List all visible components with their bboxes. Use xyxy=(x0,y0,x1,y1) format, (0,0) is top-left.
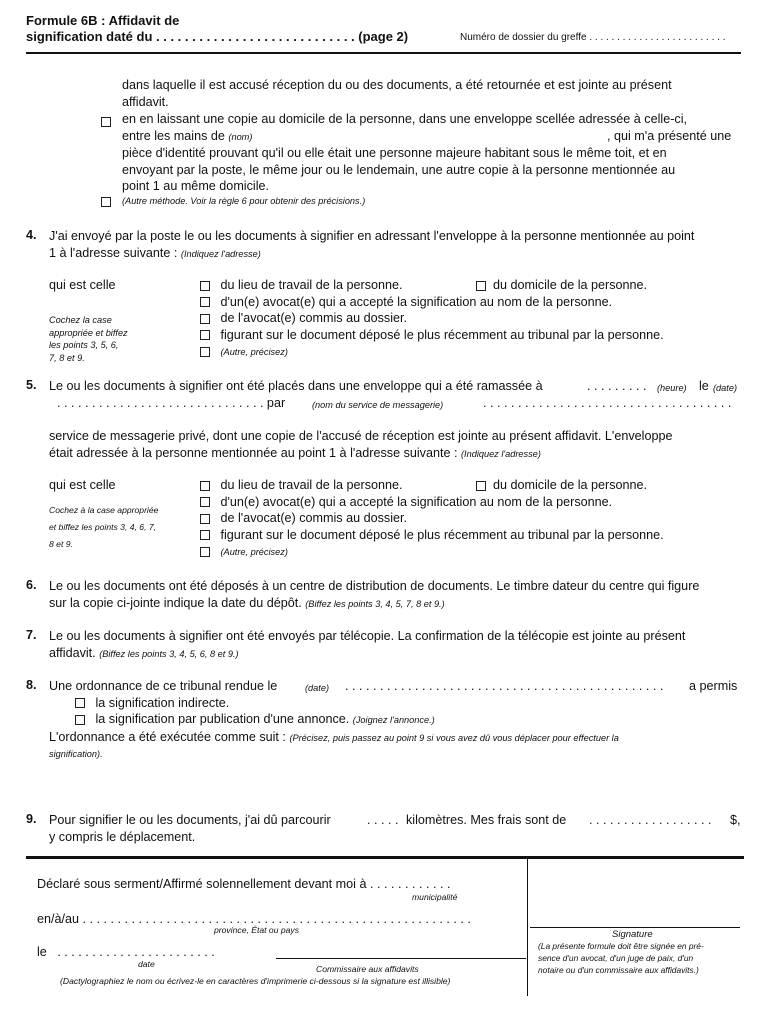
section-5-text xyxy=(49,378,741,411)
footer-en-text: en/à/au xyxy=(37,912,80,926)
footer-commissaire: Commissaire aux affidavits xyxy=(316,964,419,974)
s4-instr-3: 7, 8 et 9. xyxy=(49,352,85,363)
s5-opt-c: d'un(e) avocat(e) qui a accepté la signification au nom de la personne. xyxy=(220,494,613,509)
section-6-number: 6. xyxy=(26,578,37,592)
s4-opt-d: de l'avocat(e) commis au dossier. xyxy=(220,311,407,325)
top-line2: affidavit. xyxy=(122,94,169,109)
commissaire-line xyxy=(276,958,526,959)
checkbox-s5-b[interactable] xyxy=(476,481,486,491)
section-9-number: 9. xyxy=(26,812,37,826)
checkbox-s4-e[interactable] xyxy=(200,330,210,340)
s4-instr-2: les points 3, 5, 6, xyxy=(49,340,119,350)
section-6-text xyxy=(49,578,741,612)
s8-date: (date) xyxy=(305,683,330,693)
s4-opt-b: du domicile de la personne. xyxy=(493,278,648,292)
sig-note-1: sence d'un avocat, d'un juge de paix, d'un xyxy=(538,953,694,963)
s4-opt-e: figurant sur le document déposé le plus récemment au tribunal par la personne. xyxy=(220,327,664,342)
top-opt1-line-e: point 1 au même domicile. xyxy=(122,179,269,193)
header-rule xyxy=(26,52,741,54)
s9-line1-pre: Pour signifier le ou les documents, j'ai dû parcourir xyxy=(49,813,331,827)
s8-line1: Une ordonnance de ce tribunal rendue le xyxy=(49,679,278,693)
s6-line2: sur la copie ci-jointe indique la date du dépôt. xyxy=(49,595,302,610)
checkbox-s5-c[interactable] xyxy=(200,497,210,507)
s8-opt-a: la signification indirecte. xyxy=(95,695,230,710)
section-5-number: 5. xyxy=(26,378,37,392)
checkbox-s4-b[interactable] xyxy=(476,281,486,291)
checkbox-s8-b[interactable] xyxy=(75,715,85,725)
s5-line1: Le ou les documents à signifier ont été placés dans une enveloppe qui a été ramassée à xyxy=(49,379,543,393)
checkbox-s4-a[interactable] xyxy=(200,281,210,291)
s8-line4-note: (Précisez, puis passez au point 9 si vous avez dû vous déplacer pour effectuer la xyxy=(289,732,619,743)
section-8-number: 8. xyxy=(26,678,37,692)
signature-label: Signature xyxy=(612,929,653,940)
s5-opt-d: de l'avocat(e) commis au dossier. xyxy=(220,511,407,525)
checkbox-s5-a[interactable] xyxy=(200,481,210,491)
s4-instr-0: Cochez la case xyxy=(49,315,112,325)
top-opt1-line-c: pièce d'identité prouvant qu'il ou elle était une personne majeure habitant sous le même toit, et en xyxy=(122,146,667,160)
s5-line2-dots: . . . . . . . . . . . . . . . . . . . . . . . . . . . . . . par xyxy=(57,395,286,410)
s5-opt-a: du lieu de travail de la personne. xyxy=(220,478,403,492)
top-continuation xyxy=(122,77,741,110)
sig-note-0: (La présente formule doit être signée en pré- xyxy=(538,941,704,951)
s9-dots1: . . . . . xyxy=(367,813,399,827)
section-7-text xyxy=(49,628,741,662)
s7-line1: Le ou les documents à signifier ont été envoyés par télécopie. La confirmation de la télécopie est jointe au présent xyxy=(49,629,686,643)
s4-line2: 1 à l'adresse suivante : xyxy=(49,245,178,260)
footer-municipalite: municipalité xyxy=(412,892,458,902)
s5-options xyxy=(200,477,741,561)
s5-instr-1: et biffez les points 3, 4, 6, 7, xyxy=(49,522,157,532)
s5-heure: (heure) xyxy=(657,383,687,393)
s7-line2: affidavit. xyxy=(49,645,96,660)
footer-declare xyxy=(37,876,450,893)
section-4-number: 4. xyxy=(26,228,37,242)
s5-line2-note: (nom du service de messagerie) xyxy=(312,399,444,410)
s4-line2-note: (Indiquez l'adresse) xyxy=(180,248,261,259)
checkbox-top-opt1[interactable] xyxy=(101,117,111,127)
s7-note: (Biffez les points 3, 4, 5, 6, 8 et 9.) xyxy=(99,648,239,659)
checkbox-s4-c[interactable] xyxy=(200,297,210,307)
footer-vertical-divider xyxy=(527,858,528,996)
checkbox-top-opt2[interactable] xyxy=(101,197,111,207)
s8-opt-b: la signification par publication d'une annonce. xyxy=(95,712,350,726)
top-line1: dans laquelle il est accusé réception du ou des documents, a été retournée et est jointe au présent xyxy=(122,78,672,92)
s4-instr-1: appropriée et biffez xyxy=(49,327,128,338)
checkbox-s5-e[interactable] xyxy=(200,530,210,540)
footer-date: date xyxy=(138,959,155,969)
checkbox-s4-d[interactable] xyxy=(200,314,210,324)
s5-line2-dots2: . . . . . . . . . . . . . . . . . . . . . . . . . . . . . . . . . . . . xyxy=(483,395,732,410)
checkbox-s5-d[interactable] xyxy=(200,514,210,524)
s6-line1: Le ou les documents ont été déposés à un centre de distribution de documents. Le timbre dateur du centre qui figure xyxy=(49,579,700,593)
s5-date: (date) xyxy=(713,383,738,393)
footer-le-dots: . . . . . . . . . . . . . . . . . . . . . . . xyxy=(57,945,215,959)
footer-declare-text: Déclaré sous serment/Affirmé solennellement devant moi à xyxy=(37,877,367,891)
checkbox-s8-a[interactable] xyxy=(75,698,85,708)
signature-line xyxy=(530,927,740,928)
top-opt1-line-d: envoyant par la poste, le même jour ou le lendemain, une autre copie à la personne mentionnée au xyxy=(122,162,676,177)
s4-qui: qui est celle xyxy=(49,278,116,292)
s4-instructions xyxy=(49,314,149,364)
form-title-line1: Formule 6B : Affidavit de xyxy=(26,13,180,28)
checkbox-s5-f[interactable] xyxy=(200,547,210,557)
s5-opt-b: du domicile de la personne. xyxy=(493,478,648,492)
footer-le xyxy=(37,944,215,961)
s8-line5-note: signification). xyxy=(49,749,103,759)
s5-opt-e: figurant sur le document déposé le plus récemment au tribunal par la personne. xyxy=(220,527,664,542)
s5-line4-note: (Indiquez l'adresse) xyxy=(460,448,541,459)
s8-permis: a permis xyxy=(689,679,738,693)
top-opt1-line-b-post: , qui m'a présenté une xyxy=(607,128,732,143)
footer-en-dots: . . . . . . . . . . . . . . . . . . . . . . . . . . . . . . . . . . . . . . . . . . . . . . . . . . . . . . . . xyxy=(82,912,471,926)
s5-instr-0: Cochez à la case appropriée xyxy=(49,505,159,515)
top-opt1-line-b-pre: entre les mains de xyxy=(122,128,225,143)
section-4-text xyxy=(49,228,741,262)
s5-paragraph xyxy=(49,428,741,462)
form-title-line2: signification daté du . . . . . . . . . . . . . . . . . . . . . . . . . . . . (page 2) xyxy=(26,29,409,44)
footer-top-rule xyxy=(26,856,744,859)
s5-instructions xyxy=(49,502,179,553)
s4-options xyxy=(200,277,741,361)
s5-line4: était adressée à la personne mentionnée au point 1 à l'adresse suivante : xyxy=(49,445,458,460)
file-number: Numéro de dossier du greffe . . . . . . . . . . . . . . . . . . . . . . . . . xyxy=(460,32,726,43)
sig-note-2: notaire ou d'un commissaire aux affidavits.) xyxy=(538,965,699,975)
footer-le-text: le xyxy=(37,945,47,959)
s4-opt-f: (Autre, précisez) xyxy=(220,347,288,357)
section-8-text xyxy=(49,678,741,763)
s5-le: le xyxy=(699,379,709,393)
top-opt1-line-a: en en laissant une copie au domicile de la personne, dans une enveloppe scellée adressée à celle-ci, xyxy=(122,112,687,126)
s5-line1-dots: . . . . . . . . . xyxy=(587,379,647,393)
section-9-text xyxy=(49,812,741,845)
footer-dactylo: (Dactylographiez le nom ou écrivez-le en caractères d'imprimerie ci-dessous si la signature est illisible) xyxy=(60,976,451,986)
s9-km: kilomètres. Mes frais sont de xyxy=(406,813,567,827)
s6-note: (Biffez les points 3, 4, 5, 7, 8 et 9.) xyxy=(305,598,445,609)
s9-line2: y compris le déplacement. xyxy=(49,829,196,844)
s8-dots: . . . . . . . . . . . . . . . . . . . . . . . . . . . . . . . . . . . . . . . . . . . . . . xyxy=(345,679,664,693)
s8-opt-b-note: (Joignez l'annonce.) xyxy=(352,715,435,725)
s5-opt-f: (Autre, précisez) xyxy=(220,547,288,557)
s5-qui: qui est celle xyxy=(49,478,116,492)
s4-line1: J'ai envoyé par la poste le ou les documents à signifier en adressant l'enveloppe à la personne mentionnée au point xyxy=(49,229,695,243)
s4-opt-a: du lieu de travail de la personne. xyxy=(220,278,403,292)
top-opt1-nom: (nom) xyxy=(228,131,253,142)
s5-instr-2: 8 et 9. xyxy=(49,539,73,549)
signature-note xyxy=(538,940,738,976)
top-option2: (Autre méthode. Voir la règle 6 pour obtenir des précisions.) xyxy=(122,196,366,206)
s5-line3: service de messagerie privé, dont une copie de l'accusé de réception est jointe au présent affidavit. L'enveloppe xyxy=(49,429,673,443)
s9-dots2: . . . . . . . . . . . . . . . . . . xyxy=(589,813,712,827)
s8-line4: L'ordonnance a été exécutée comme suit : xyxy=(49,729,286,744)
s4-opt-c: d'un(e) avocat(e) qui a accepté la signification au nom de la personne. xyxy=(220,294,613,309)
section-7-number: 7. xyxy=(26,628,37,642)
top-option1 xyxy=(122,111,741,195)
footer-declare-dots: . . . . . . . . . . . . xyxy=(369,877,451,891)
s9-dollar: $, xyxy=(730,813,741,827)
footer-province: province, État ou pays xyxy=(214,925,300,935)
checkbox-s4-f[interactable] xyxy=(200,347,210,357)
